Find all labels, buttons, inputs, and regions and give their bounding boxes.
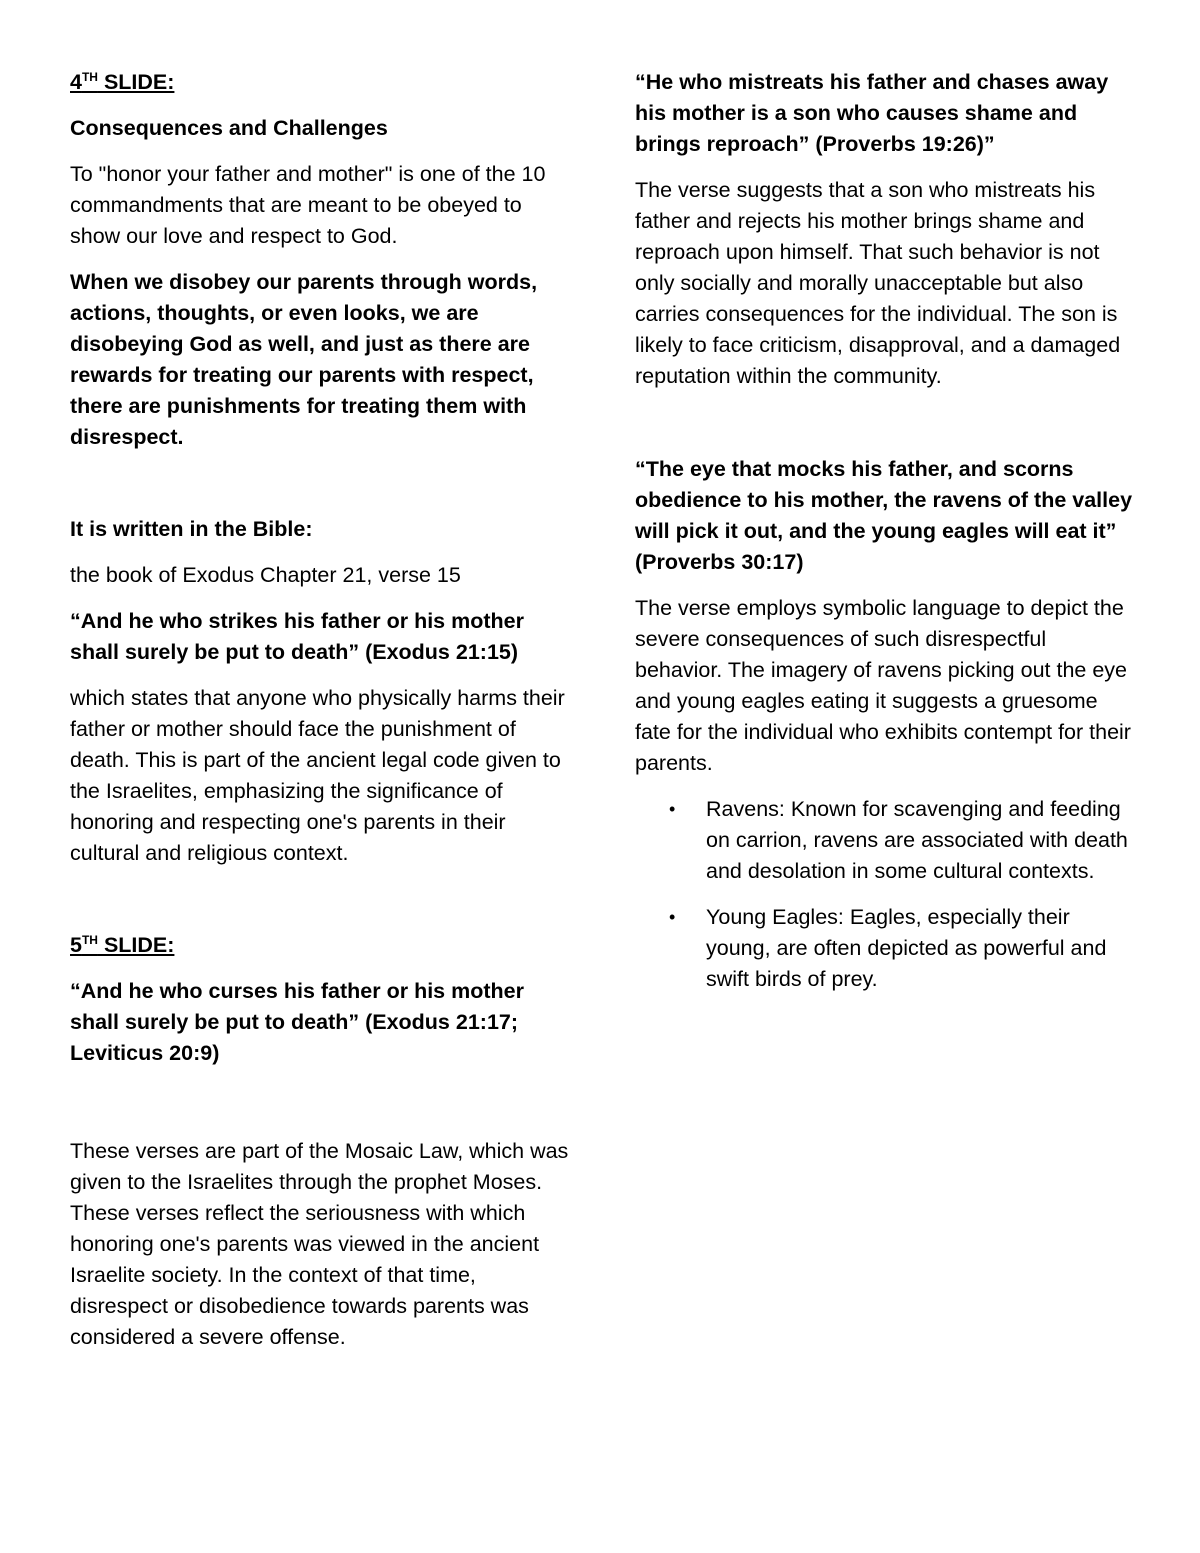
exodus-21-15-explanation: which states that anyone who physically harms their father or mother should face the punishment of death. This is part of the ancient legal code given to the Israelites, emphasizing the significance of honoring and respecting one's parents in their cultural and religious context. [70, 686, 565, 865]
bible-heading: It is written in the Bible: [70, 517, 313, 541]
mosaic-law-explanation: These verses are part of the Mosaic Law, which was given to the Israelites through the prophet Moses. These verses reflect the seriousness with which honoring one's parents was viewed in the ancient Israelite society. In the context of that time, disrespect or disobedience towards parents was considered a severe offense. [70, 1139, 569, 1349]
slide4-heading-rest: SLIDE: [97, 70, 175, 94]
bullet-text-young-eagles: Young Eagles: Eagles, especially their young, are often depicted as powerful and swift birds of prey. [706, 905, 1107, 991]
bullet-list [635, 794, 1135, 995]
proverbs-19-26-quote: “He who mistreats his father and chases away his mother is a son who causes shame and brings reproach” (Proverbs 19:26)” [635, 70, 1109, 156]
slide4-heading-number: 4 [70, 70, 82, 94]
bible-source: the book of Exodus Chapter 21, verse 15 [70, 563, 461, 587]
spacer [70, 884, 570, 930]
left-column [70, 67, 570, 1368]
exodus-21-15-quote: “And he who strikes his father or his mother shall surely be put to death” (Exodus 21:15) [70, 609, 524, 664]
slide5-heading [70, 930, 570, 961]
bullet-text-ravens: Ravens: Known for scavenging and feeding on carrion, ravens are associated with death and desolation in some cultural contexts. [706, 797, 1128, 883]
slide4-heading [70, 67, 570, 98]
bullet-icon: • [669, 799, 676, 819]
slide5-heading-number: 5 [70, 933, 82, 957]
bullet-icon: • [669, 907, 676, 927]
slide4-heading-sup: TH [81, 69, 98, 84]
proverbs-19-26-explanation: The verse suggests that a son who mistreats his father and rejects his mother brings shame and reproach upon himself. That such behavior is not only socially and morally unacceptable but also carries consequences for the individual. The son is likely to face criticism, disapproval, and a damaged reputation within the community. [635, 178, 1121, 388]
right-column [635, 67, 1135, 1010]
slide4-subtitle: Consequences and Challenges [70, 116, 388, 140]
proverbs-30-17-explanation: The verse employs symbolic language to depict the severe consequences of such disrespectful behavior. The imagery of ravens picking out the eye and young eagles eating it suggests a gruesome fate for the individual who exhibits contempt for their parents. [635, 596, 1131, 775]
exodus-21-17-quote: “And he who curses his father or his mother shall surely be put to death” (Exodus 21:17; Leviticus 20:9) [70, 979, 524, 1065]
slide4-intro: To "honor your father and mother" is one of the 10 commandments that are meant to be obeyed to show our love and respect to God. [70, 162, 546, 248]
slide5-heading-rest: SLIDE: [97, 933, 175, 957]
spacer [635, 407, 1135, 454]
spacer [70, 1084, 570, 1136]
list-item [635, 794, 1135, 887]
list-item [635, 902, 1135, 995]
spacer [70, 468, 570, 514]
slide4-bold-statement: When we disobey our parents through words, actions, thoughts, or even looks, we are disobeying God as well, and just as there are rewards for treating our parents with respect, there are punishments for treating them with disrespect. [70, 270, 538, 449]
slide5-heading-sup: TH [81, 932, 98, 947]
proverbs-30-17-quote: “The eye that mocks his father, and scorns obedience to his mother, the ravens of the valley will pick it out, and the young eagles will eat it” (Proverbs 30:17) [635, 457, 1133, 574]
